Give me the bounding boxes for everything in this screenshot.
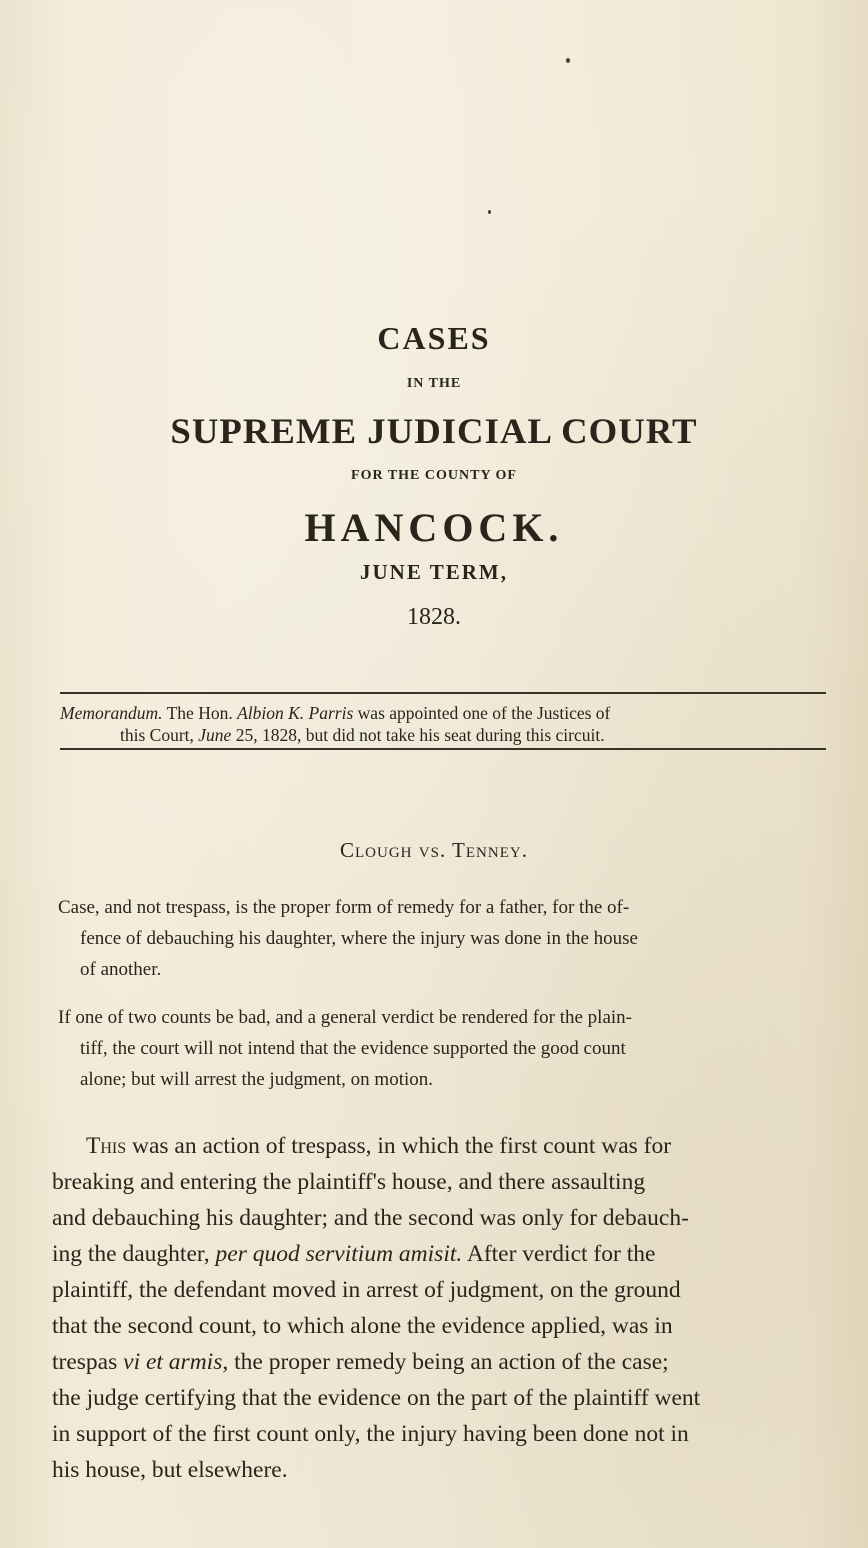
heading-year: 1828. bbox=[407, 604, 461, 630]
case-title: Clough vs. Tenney. bbox=[340, 838, 528, 862]
body-line bbox=[52, 1344, 828, 1380]
body-line bbox=[52, 1236, 828, 1272]
memorandum-text: 25, 1828, but did not take his seat during this circuit. bbox=[231, 725, 605, 745]
body-text: , the proper remedy being an action of the case; bbox=[222, 1349, 669, 1375]
memorandum-box bbox=[60, 692, 826, 750]
body-line bbox=[86, 1128, 828, 1164]
memorandum-text: The Hon. bbox=[162, 703, 238, 723]
ink-speck bbox=[488, 210, 491, 214]
memorandum-line-1 bbox=[60, 702, 826, 724]
body-line: the judge certifying that the evidence on the part of the plaintiff went bbox=[52, 1385, 701, 1411]
heading-term: JUNE TERM, bbox=[360, 560, 508, 584]
body-line: and debauching his daughter; and the second was only for debauch- bbox=[52, 1205, 689, 1231]
body-text: ing the daughter, bbox=[52, 1241, 216, 1267]
headnote-2 bbox=[58, 1002, 828, 1095]
memorandum-text: was appointed one of the Justices of bbox=[353, 703, 611, 723]
headnote-line: Case, and not trespass, is the proper form of remedy for a father, for the of- bbox=[58, 897, 630, 918]
memorandum-text: this Court, bbox=[120, 725, 199, 745]
heading-court: SUPREME JUDICIAL COURT bbox=[170, 411, 698, 451]
headnote-line: of another. bbox=[80, 959, 162, 980]
ink-speck bbox=[566, 58, 570, 63]
heading-in-the: IN THE bbox=[406, 376, 462, 391]
body-text: was an action of trespass, in which the first count was for bbox=[126, 1133, 672, 1159]
heading-cases: CASES bbox=[377, 320, 491, 356]
memorandum-date: June bbox=[198, 725, 232, 745]
headnote-line: If one of two counts be bad, and a general verdict be rendered for the plain- bbox=[58, 1007, 632, 1028]
body-latin-phrase: vi et armis bbox=[123, 1349, 223, 1375]
body-line: plaintiff, the defendant moved in arrest of judgment, on the ground bbox=[52, 1277, 681, 1303]
headnote-line: fence of debauching his daughter, where the injury was done in the house bbox=[80, 928, 638, 949]
body-line: in support of the first count only, the injury having been done not in bbox=[52, 1421, 689, 1447]
headnote-line: alone; but will arrest the judgment, on motion. bbox=[80, 1069, 434, 1090]
body-line: breaking and entering the plaintiff's house, and there assaulting bbox=[52, 1169, 646, 1195]
body-line: his house, but elsewhere. bbox=[52, 1457, 288, 1483]
body-latin-phrase: per quod servitium amisit. bbox=[215, 1241, 463, 1267]
memorandum-name: Albion K. Parris bbox=[237, 703, 354, 723]
heading-county: HANCOCK. bbox=[304, 505, 564, 550]
body-text: After verdict for the bbox=[462, 1241, 656, 1267]
body-text: trespas bbox=[52, 1349, 124, 1375]
body-lead-word: This bbox=[86, 1133, 127, 1159]
heading-county-of: FOR THE COUNTY OF bbox=[351, 468, 517, 483]
memorandum-line-2 bbox=[120, 724, 826, 746]
headnote-line: tiff, the court will not intend that the evidence supported the good count bbox=[80, 1038, 626, 1059]
body-line: that the second count, to which alone the evidence applied, was in bbox=[52, 1313, 673, 1339]
opinion-body bbox=[52, 1128, 828, 1488]
memorandum-label: Memorandum. bbox=[60, 703, 163, 723]
headnote-1 bbox=[58, 892, 828, 985]
